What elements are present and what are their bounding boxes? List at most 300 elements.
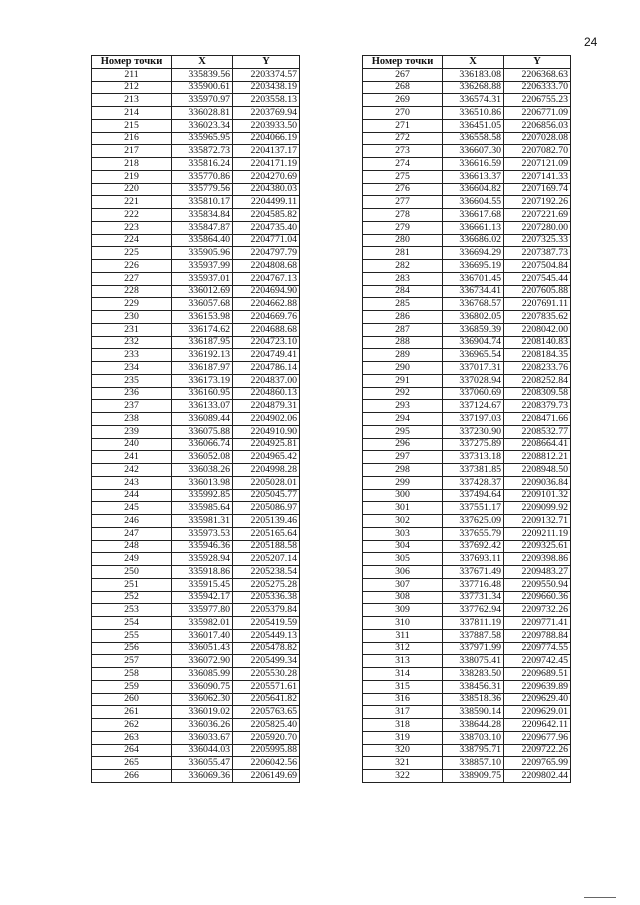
- y-cell: 2204879.31: [233, 400, 300, 413]
- y-cell: 2205238.54: [233, 566, 300, 579]
- point-number-cell: 281: [363, 247, 443, 260]
- x-cell: 337655.79: [443, 527, 504, 540]
- x-cell: 337693.11: [443, 553, 504, 566]
- point-number-cell: 289: [363, 349, 443, 362]
- header-x: X: [172, 56, 233, 69]
- point-number-cell: 250: [92, 566, 172, 579]
- table-row: [363, 770, 571, 783]
- table-row: [92, 145, 300, 158]
- x-cell: 336057.68: [172, 298, 233, 311]
- table-row: [92, 578, 300, 591]
- y-cell: 2207325.33: [504, 234, 571, 247]
- y-cell: 2205825.40: [233, 719, 300, 732]
- x-cell: 336183.08: [443, 68, 504, 81]
- point-number-cell: 312: [363, 642, 443, 655]
- y-cell: 2204585.82: [233, 209, 300, 222]
- y-cell: 2207387.73: [504, 247, 571, 260]
- footer-line: [584, 897, 616, 898]
- x-cell: 335847.87: [172, 221, 233, 234]
- point-number-cell: 252: [92, 591, 172, 604]
- table-header-row: [92, 56, 300, 69]
- y-cell: 2204662.88: [233, 298, 300, 311]
- y-cell: 2203769.94: [233, 107, 300, 120]
- y-cell: 2209677.96: [504, 731, 571, 744]
- x-cell: 335992.85: [172, 489, 233, 502]
- table-row: [92, 374, 300, 387]
- table-row: [92, 323, 300, 336]
- table-row: [363, 425, 571, 438]
- x-cell: 337625.09: [443, 515, 504, 528]
- table-row: [92, 476, 300, 489]
- point-number-cell: 295: [363, 425, 443, 438]
- y-cell: 2208664.41: [504, 438, 571, 451]
- y-cell: 2207141.33: [504, 170, 571, 183]
- table-row: [92, 221, 300, 234]
- point-number-cell: 246: [92, 515, 172, 528]
- y-cell: 2205379.84: [233, 604, 300, 617]
- x-cell: 338644.28: [443, 719, 504, 732]
- x-cell: 336574.31: [443, 94, 504, 107]
- table-row: [92, 413, 300, 426]
- table-row: [363, 553, 571, 566]
- y-cell: 2206755.23: [504, 94, 571, 107]
- table-row: [363, 336, 571, 349]
- x-cell: 338590.14: [443, 706, 504, 719]
- header-x: X: [443, 56, 504, 69]
- y-cell: 2207835.62: [504, 311, 571, 324]
- table-row: [363, 132, 571, 145]
- x-cell: 335937.01: [172, 272, 233, 285]
- y-cell: 2206856.03: [504, 119, 571, 132]
- y-cell: 2208184.35: [504, 349, 571, 362]
- point-number-cell: 251: [92, 578, 172, 591]
- point-number-cell: 296: [363, 438, 443, 451]
- point-number-cell: 261: [92, 706, 172, 719]
- table-row: [363, 68, 571, 81]
- y-cell: 2204837.00: [233, 374, 300, 387]
- y-cell: 2204066.19: [233, 132, 300, 145]
- x-cell: 336038.26: [172, 464, 233, 477]
- x-cell: 336028.81: [172, 107, 233, 120]
- y-cell: 2204902.06: [233, 413, 300, 426]
- point-number-cell: 260: [92, 693, 172, 706]
- x-cell: 336694.29: [443, 247, 504, 260]
- point-number-cell: 283: [363, 272, 443, 285]
- y-cell: 2204797.79: [233, 247, 300, 260]
- point-number-cell: 294: [363, 413, 443, 426]
- point-number-cell: 239: [92, 425, 172, 438]
- point-number-cell: 247: [92, 527, 172, 540]
- point-number-cell: 259: [92, 680, 172, 693]
- point-number-cell: 286: [363, 311, 443, 324]
- y-cell: 2207082.70: [504, 145, 571, 158]
- x-cell: 335900.61: [172, 81, 233, 94]
- table-row: [92, 438, 300, 451]
- x-cell: 338456.31: [443, 680, 504, 693]
- table-row: [363, 221, 571, 234]
- x-cell: 338909.75: [443, 770, 504, 783]
- point-number-cell: 302: [363, 515, 443, 528]
- x-cell: 336616.59: [443, 158, 504, 171]
- x-cell: 336055.47: [172, 757, 233, 770]
- y-cell: 2209101.32: [504, 489, 571, 502]
- x-cell: 336174.62: [172, 323, 233, 336]
- table-row: [92, 119, 300, 132]
- x-cell: 336062.30: [172, 693, 233, 706]
- point-number-cell: 319: [363, 731, 443, 744]
- y-cell: 2204925.81: [233, 438, 300, 451]
- y-cell: 2204137.17: [233, 145, 300, 158]
- x-cell: 336268.88: [443, 81, 504, 94]
- x-cell: 336613.37: [443, 170, 504, 183]
- y-cell: 2209132.71: [504, 515, 571, 528]
- y-cell: 2203374.57: [233, 68, 300, 81]
- point-number-cell: 318: [363, 719, 443, 732]
- x-cell: 335965.95: [172, 132, 233, 145]
- x-cell: 336451.05: [443, 119, 504, 132]
- x-cell: 336965.54: [443, 349, 504, 362]
- x-cell: 336051.43: [172, 642, 233, 655]
- y-cell: 2209550.94: [504, 578, 571, 591]
- y-cell: 2205188.58: [233, 540, 300, 553]
- x-cell: 335977.80: [172, 604, 233, 617]
- page-number: 24: [584, 35, 598, 49]
- x-cell: 336604.55: [443, 196, 504, 209]
- y-cell: 2207028.08: [504, 132, 571, 145]
- table-row: [363, 349, 571, 362]
- x-cell: 336192.13: [172, 349, 233, 362]
- x-cell: 337494.64: [443, 489, 504, 502]
- x-cell: 337197.03: [443, 413, 504, 426]
- table-row: [92, 387, 300, 400]
- table-row: [363, 387, 571, 400]
- y-cell: 2208532.77: [504, 425, 571, 438]
- y-cell: 2205995.88: [233, 744, 300, 757]
- y-cell: 2207121.09: [504, 158, 571, 171]
- y-cell: 2204380.03: [233, 183, 300, 196]
- point-number-cell: 242: [92, 464, 172, 477]
- y-cell: 2209802.44: [504, 770, 571, 783]
- y-cell: 2204860.13: [233, 387, 300, 400]
- x-cell: 335918.86: [172, 566, 233, 579]
- point-number-cell: 291: [363, 374, 443, 387]
- y-cell: 2207691.11: [504, 298, 571, 311]
- table-row: [92, 693, 300, 706]
- table-row: [92, 731, 300, 744]
- point-number-cell: 219: [92, 170, 172, 183]
- x-cell: 336023.34: [172, 119, 233, 132]
- y-cell: 2204771.04: [233, 234, 300, 247]
- x-cell: 336617.68: [443, 209, 504, 222]
- y-cell: 2205920.70: [233, 731, 300, 744]
- point-number-cell: 303: [363, 527, 443, 540]
- table-row: [92, 706, 300, 719]
- table-row: [92, 209, 300, 222]
- table-row: [363, 731, 571, 744]
- y-cell: 2204998.28: [233, 464, 300, 477]
- table-row: [92, 668, 300, 681]
- point-number-cell: 234: [92, 362, 172, 375]
- point-number-cell: 287: [363, 323, 443, 336]
- point-number-cell: 212: [92, 81, 172, 94]
- point-number-cell: 271: [363, 119, 443, 132]
- y-cell: 2209689.51: [504, 668, 571, 681]
- point-number-cell: 215: [92, 119, 172, 132]
- point-number-cell: 254: [92, 617, 172, 630]
- y-cell: 2205571.61: [233, 680, 300, 693]
- table-row: [363, 489, 571, 502]
- table-row: [92, 107, 300, 120]
- point-number-cell: 311: [363, 629, 443, 642]
- point-number-cell: 297: [363, 451, 443, 464]
- coordinates-table-right: [362, 55, 571, 783]
- point-number-cell: 279: [363, 221, 443, 234]
- x-cell: 335973.53: [172, 527, 233, 540]
- x-cell: 335942.17: [172, 591, 233, 604]
- y-cell: 2204669.76: [233, 311, 300, 324]
- y-cell: 2205449.13: [233, 629, 300, 642]
- table-row: [92, 183, 300, 196]
- point-number-cell: 244: [92, 489, 172, 502]
- table-row: [92, 425, 300, 438]
- point-number-cell: 308: [363, 591, 443, 604]
- x-cell: 335937.99: [172, 260, 233, 273]
- x-cell: 336173.19: [172, 374, 233, 387]
- x-cell: 336036.26: [172, 719, 233, 732]
- y-cell: 2209036.84: [504, 476, 571, 489]
- y-cell: 2204499.11: [233, 196, 300, 209]
- y-cell: 2203558.13: [233, 94, 300, 107]
- table-row: [92, 285, 300, 298]
- y-cell: 2206149.69: [233, 770, 300, 783]
- x-cell: 336090.75: [172, 680, 233, 693]
- point-number-cell: 220: [92, 183, 172, 196]
- x-cell: 335905.96: [172, 247, 233, 260]
- point-number-cell: 277: [363, 196, 443, 209]
- table-row: [92, 170, 300, 183]
- point-number-cell: 238: [92, 413, 172, 426]
- point-number-cell: 221: [92, 196, 172, 209]
- x-cell: 335864.40: [172, 234, 233, 247]
- point-number-cell: 211: [92, 68, 172, 81]
- x-cell: 336033.67: [172, 731, 233, 744]
- y-cell: 2207605.88: [504, 285, 571, 298]
- table-row: [363, 540, 571, 553]
- x-cell: 335946.36: [172, 540, 233, 553]
- y-cell: 2204688.68: [233, 323, 300, 336]
- point-number-cell: 227: [92, 272, 172, 285]
- table-row: [363, 719, 571, 732]
- header-y: Y: [504, 56, 571, 69]
- point-number-cell: 253: [92, 604, 172, 617]
- x-cell: 337811.19: [443, 617, 504, 630]
- y-cell: 2209639.89: [504, 680, 571, 693]
- x-cell: 336734.41: [443, 285, 504, 298]
- x-cell: 338857.10: [443, 757, 504, 770]
- point-number-cell: 314: [363, 668, 443, 681]
- table-row: [92, 655, 300, 668]
- x-cell: 337313.18: [443, 451, 504, 464]
- table-row: [92, 617, 300, 630]
- table-row: [92, 553, 300, 566]
- point-number-cell: 305: [363, 553, 443, 566]
- x-cell: 335779.56: [172, 183, 233, 196]
- point-number-cell: 298: [363, 464, 443, 477]
- x-cell: 336019.02: [172, 706, 233, 719]
- point-number-cell: 268: [363, 81, 443, 94]
- y-cell: 2208948.50: [504, 464, 571, 477]
- table-row: [363, 272, 571, 285]
- y-cell: 2209774.55: [504, 642, 571, 655]
- point-number-cell: 266: [92, 770, 172, 783]
- y-cell: 2203933.50: [233, 119, 300, 132]
- x-cell: 335770.86: [172, 170, 233, 183]
- y-cell: 2205530.28: [233, 668, 300, 681]
- table-row: [92, 566, 300, 579]
- table-row: [363, 655, 571, 668]
- table-row: [363, 744, 571, 757]
- table-row: [92, 489, 300, 502]
- point-number-cell: 288: [363, 336, 443, 349]
- x-cell: 338075.41: [443, 655, 504, 668]
- header-y: Y: [233, 56, 300, 69]
- x-cell: 336510.86: [443, 107, 504, 120]
- point-number-cell: 213: [92, 94, 172, 107]
- point-number-cell: 322: [363, 770, 443, 783]
- x-cell: 337671.49: [443, 566, 504, 579]
- table-row: [363, 247, 571, 260]
- x-cell: 336604.82: [443, 183, 504, 196]
- header-point-number: Номер точки: [363, 56, 443, 69]
- table-row: [363, 642, 571, 655]
- table-row: [363, 464, 571, 477]
- y-cell: 2207192.26: [504, 196, 571, 209]
- point-number-cell: 273: [363, 145, 443, 158]
- x-cell: 335834.84: [172, 209, 233, 222]
- table-row: [363, 298, 571, 311]
- table-row: [92, 744, 300, 757]
- y-cell: 2205139.46: [233, 515, 300, 528]
- table-row: [92, 642, 300, 655]
- point-number-cell: 262: [92, 719, 172, 732]
- point-number-cell: 214: [92, 107, 172, 120]
- table-row: [92, 540, 300, 553]
- x-cell: 335810.17: [172, 196, 233, 209]
- table-header-row: [363, 56, 571, 69]
- point-number-cell: 301: [363, 502, 443, 515]
- point-number-cell: 307: [363, 578, 443, 591]
- table-row: [363, 757, 571, 770]
- point-number-cell: 245: [92, 502, 172, 515]
- point-number-cell: 299: [363, 476, 443, 489]
- point-number-cell: 317: [363, 706, 443, 719]
- x-cell: 336044.03: [172, 744, 233, 757]
- y-cell: 2208471.66: [504, 413, 571, 426]
- x-cell: 335816.24: [172, 158, 233, 171]
- table-row: [363, 578, 571, 591]
- y-cell: 2207504.84: [504, 260, 571, 273]
- y-cell: 2204171.19: [233, 158, 300, 171]
- table-row: [92, 757, 300, 770]
- x-cell: 337731.34: [443, 591, 504, 604]
- point-number-cell: 310: [363, 617, 443, 630]
- x-cell: 338283.50: [443, 668, 504, 681]
- x-cell: 336187.95: [172, 336, 233, 349]
- table-row: [363, 170, 571, 183]
- y-cell: 2205336.38: [233, 591, 300, 604]
- table-row: [363, 527, 571, 540]
- y-cell: 2209629.01: [504, 706, 571, 719]
- point-number-cell: 300: [363, 489, 443, 502]
- point-number-cell: 225: [92, 247, 172, 260]
- y-cell: 2209398.86: [504, 553, 571, 566]
- x-cell: 336072.90: [172, 655, 233, 668]
- x-cell: 337028.94: [443, 374, 504, 387]
- x-cell: 338703.10: [443, 731, 504, 744]
- x-cell: 336153.98: [172, 311, 233, 324]
- y-cell: 2204786.14: [233, 362, 300, 375]
- table-row: [363, 629, 571, 642]
- x-cell: 336859.39: [443, 323, 504, 336]
- y-cell: 2208812.21: [504, 451, 571, 464]
- point-number-cell: 256: [92, 642, 172, 655]
- table-row: [92, 132, 300, 145]
- point-number-cell: 315: [363, 680, 443, 693]
- table-row: [363, 438, 571, 451]
- x-cell: 336686.02: [443, 234, 504, 247]
- point-number-cell: 292: [363, 387, 443, 400]
- table-row: [363, 668, 571, 681]
- x-cell: 336558.58: [443, 132, 504, 145]
- point-number-cell: 278: [363, 209, 443, 222]
- table-row: [92, 515, 300, 528]
- y-cell: 2209732.26: [504, 604, 571, 617]
- table-row: [363, 183, 571, 196]
- x-cell: 336133.07: [172, 400, 233, 413]
- table-row: [363, 502, 571, 515]
- table-row: [363, 591, 571, 604]
- y-cell: 2205165.64: [233, 527, 300, 540]
- x-cell: 336089.44: [172, 413, 233, 426]
- table-row: [363, 234, 571, 247]
- table-row: [92, 464, 300, 477]
- table-row: [92, 234, 300, 247]
- table-row: [92, 719, 300, 732]
- point-number-cell: 265: [92, 757, 172, 770]
- table-row: [92, 591, 300, 604]
- point-number-cell: 264: [92, 744, 172, 757]
- x-cell: 337060.69: [443, 387, 504, 400]
- table-row: [363, 413, 571, 426]
- x-cell: 338518.36: [443, 693, 504, 706]
- y-cell: 2208252.84: [504, 374, 571, 387]
- x-cell: 337428.37: [443, 476, 504, 489]
- point-number-cell: 270: [363, 107, 443, 120]
- table-row: [92, 502, 300, 515]
- point-number-cell: 316: [363, 693, 443, 706]
- point-number-cell: 248: [92, 540, 172, 553]
- x-cell: 336017.40: [172, 629, 233, 642]
- y-cell: 2204910.90: [233, 425, 300, 438]
- y-cell: 2204965.42: [233, 451, 300, 464]
- x-cell: 336187.97: [172, 362, 233, 375]
- y-cell: 2209099.92: [504, 502, 571, 515]
- point-number-cell: 275: [363, 170, 443, 183]
- point-number-cell: 255: [92, 629, 172, 642]
- point-number-cell: 282: [363, 260, 443, 273]
- x-cell: 337124.67: [443, 400, 504, 413]
- point-number-cell: 226: [92, 260, 172, 273]
